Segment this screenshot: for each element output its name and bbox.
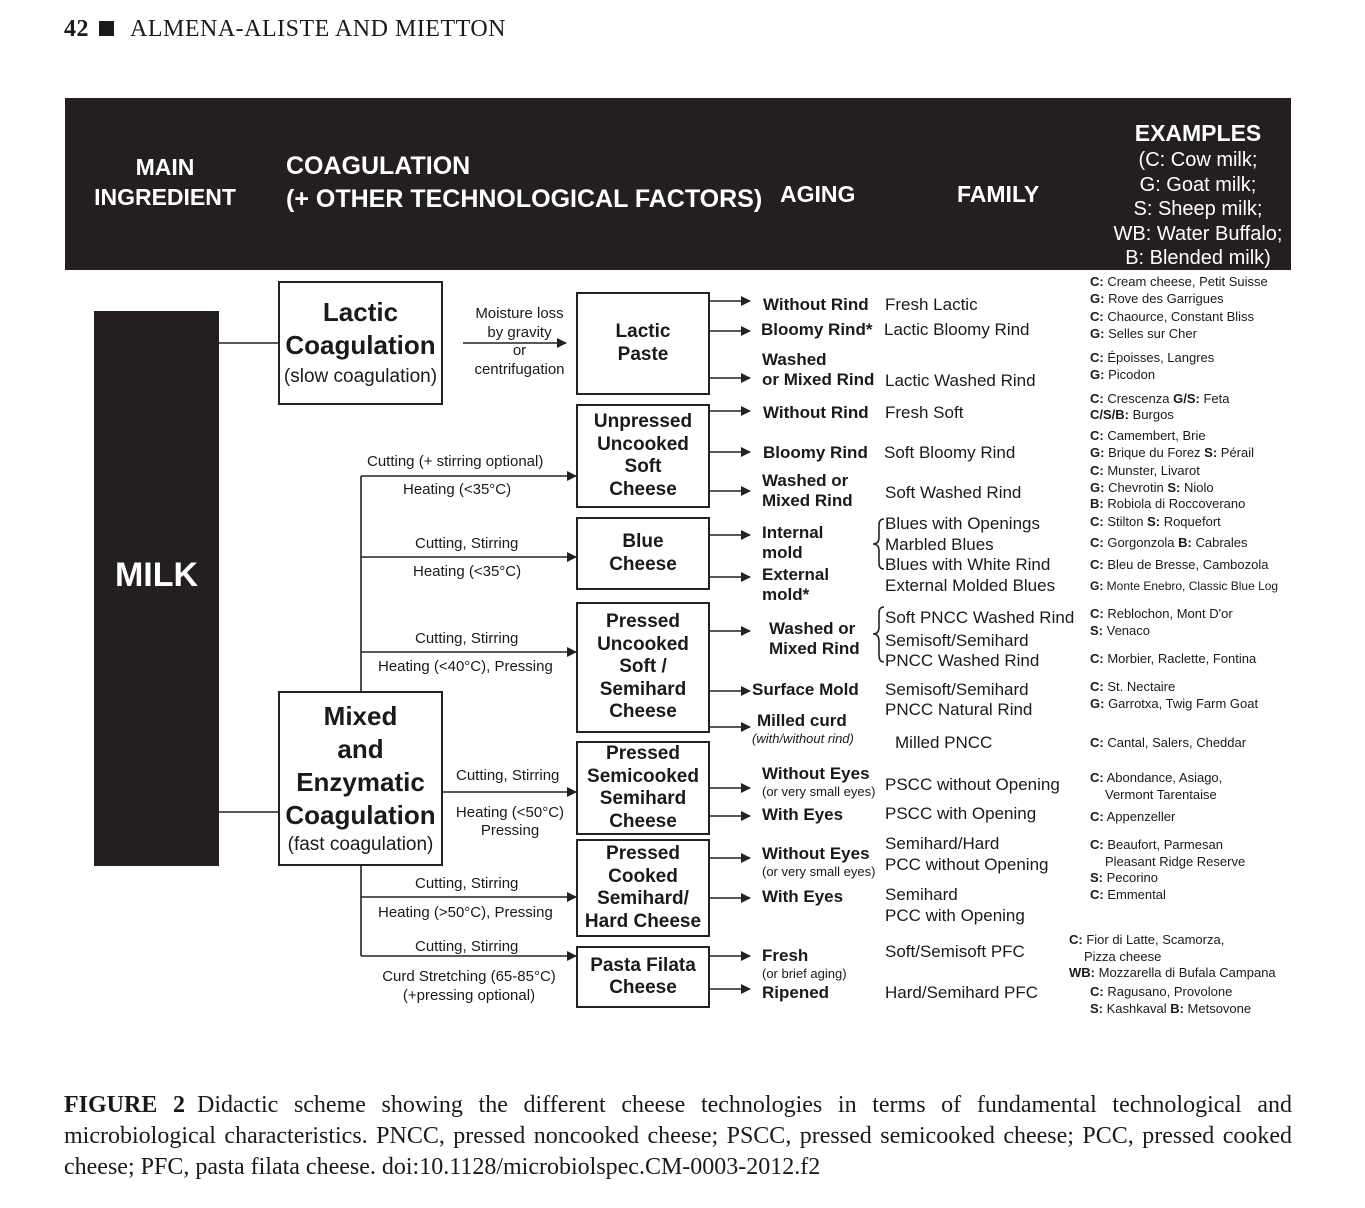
process-pcc-top: Cutting, Stirring bbox=[415, 875, 519, 892]
example-text: Pecorino bbox=[1103, 870, 1158, 885]
caption-label: FIGURE 2 bbox=[64, 1092, 185, 1118]
example-text: Venaco bbox=[1103, 622, 1150, 638]
header-family: FAMILY bbox=[957, 181, 1040, 207]
family-pscc-with: PSCC with Opening bbox=[885, 804, 1037, 823]
example-text: Fior di Latte, Scamorza, bbox=[1082, 932, 1225, 947]
milk-type-prefix: G: bbox=[1090, 325, 1105, 341]
process-soft-bottom: Heating (<35°C) bbox=[403, 481, 512, 498]
aging-pfc-ripened: Ripened bbox=[762, 983, 830, 1002]
milk-type-prefix: G: bbox=[1090, 695, 1105, 711]
family-lactic-washed: Lactic Washed Rind bbox=[885, 371, 1036, 390]
example-text: Camembert, Brie bbox=[1103, 428, 1206, 443]
aging-pscc-note: (or very small eyes) bbox=[762, 784, 876, 799]
examples-lactic-washed bbox=[1090, 350, 1214, 383]
example-line bbox=[1090, 809, 1175, 826]
example-text: Garrotxa, Twig Farm Goat bbox=[1104, 695, 1259, 711]
family-pncc-natural: PNCC Natural Rind bbox=[885, 700, 1033, 719]
family-fresh-soft: Fresh Soft bbox=[885, 403, 964, 422]
example-line bbox=[1090, 837, 1245, 854]
mixed-coag-title-4: Coagulation bbox=[285, 799, 436, 830]
milk-type-prefix: G: bbox=[1090, 290, 1105, 306]
mixed-coag-sub: (fast coagulation) bbox=[287, 833, 434, 855]
example-line bbox=[1090, 887, 1245, 904]
example-text: Roquefort bbox=[1160, 514, 1221, 529]
family-pncc-washed: PNCC Washed Rind bbox=[885, 651, 1040, 670]
milk-type-prefix: C/S/B: bbox=[1090, 407, 1129, 422]
examples-gorgonzola bbox=[1090, 535, 1248, 552]
aging-pncc-surface-mold: Surface Mold bbox=[752, 680, 859, 699]
examples-monte-enebro bbox=[1090, 578, 1278, 595]
process-blue-bottom: Heating (<35°C) bbox=[413, 563, 522, 580]
example-line bbox=[1090, 407, 1174, 424]
example-line bbox=[1090, 291, 1268, 308]
milk-type-prefix: C: bbox=[1090, 309, 1104, 324]
paste-box-pfc: Pasta Filata Cheese bbox=[576, 946, 710, 1008]
mixed-coagulation-box bbox=[278, 691, 443, 866]
family-lactic-bloomy: Lactic Bloomy Rind bbox=[884, 320, 1030, 339]
figure-caption bbox=[64, 1090, 1292, 1183]
examples-soft-washed bbox=[1090, 463, 1245, 513]
milk-type-prefix: C: bbox=[1090, 886, 1104, 902]
example-line bbox=[1090, 735, 1246, 752]
milk-type-prefix: C: bbox=[1090, 391, 1104, 406]
family-pcc-without: PCC without Opening bbox=[885, 855, 1049, 874]
example-text: Pizza cheese bbox=[1084, 948, 1162, 964]
mixed-coag-title-3: Enzymatic bbox=[296, 766, 425, 797]
example-line bbox=[1069, 965, 1276, 982]
family-hard-pfc: Hard/Semihard PFC bbox=[885, 983, 1039, 1002]
example-text: Pérail bbox=[1217, 444, 1255, 460]
family-semihard: Semihard bbox=[885, 885, 958, 904]
family-semihard-hard: Semihard/Hard bbox=[885, 834, 1000, 853]
example-line bbox=[1090, 514, 1221, 531]
example-line bbox=[1090, 350, 1214, 367]
examples-st-nectaire bbox=[1090, 679, 1258, 712]
paste-box-lactic: Lactic Paste bbox=[576, 292, 710, 395]
example-line bbox=[1069, 932, 1276, 949]
family-soft-pfc: Soft/Semisoft PFC bbox=[885, 942, 1025, 961]
aging-pncc-milled-curd: Milled curd bbox=[757, 711, 847, 730]
milk-type-prefix: C: bbox=[1090, 535, 1104, 550]
family-fresh-lactic: Fresh Lactic bbox=[885, 295, 978, 314]
milk-type-prefix: B: bbox=[1090, 496, 1104, 511]
example-text: Rove des Garrigues bbox=[1104, 290, 1224, 306]
example-line bbox=[1090, 787, 1222, 804]
milk-type-prefix: C: bbox=[1090, 837, 1104, 852]
example-line bbox=[1090, 309, 1254, 326]
milk-type-prefix: C: bbox=[1090, 679, 1104, 694]
aging-pfc-note: (or brief aging) bbox=[762, 966, 847, 981]
examples-beaufort bbox=[1090, 837, 1245, 903]
examples-soft-bloomy bbox=[1090, 428, 1254, 461]
process-pscc-bottom: Heating (<50°C) Pressing bbox=[455, 804, 565, 839]
process-pscc-top: Cutting, Stirring bbox=[456, 767, 560, 784]
process-blue-top: Cutting, Stirring bbox=[415, 535, 519, 552]
example-text: Robiola di Roccoverano bbox=[1103, 496, 1246, 511]
example-text: Époisses, Langres bbox=[1103, 350, 1215, 365]
milk-type-prefix: WB: bbox=[1069, 965, 1095, 980]
example-line bbox=[1090, 428, 1254, 445]
example-text: Crescenza bbox=[1103, 391, 1174, 406]
example-text: Emmental bbox=[1103, 886, 1166, 902]
example-line bbox=[1090, 274, 1268, 291]
example-text: Reblochon, Mont D'or bbox=[1103, 606, 1233, 621]
header-coagulation: COAGULATION (+ OTHER TECHNOLOGICAL FACTORS) bbox=[286, 152, 763, 213]
examples-fior-di-latte bbox=[1069, 932, 1276, 982]
example-line bbox=[1090, 984, 1251, 1001]
example-text: Cantal, Salers, Cheddar bbox=[1103, 735, 1247, 750]
example-text: Abondance, Asiago, bbox=[1103, 770, 1223, 785]
example-line bbox=[1090, 870, 1245, 887]
example-text: Munster, Livarot bbox=[1103, 463, 1200, 478]
aging-soft-without-rind: Without Rind bbox=[763, 403, 869, 422]
example-line bbox=[1090, 557, 1268, 574]
examples-bleu-bresse bbox=[1090, 557, 1268, 574]
milk-type-prefix: C: bbox=[1090, 984, 1104, 999]
aging-pncc-milled-note: (with/without rind) bbox=[752, 731, 854, 746]
example-text: Morbier, Raclette, Fontina bbox=[1103, 651, 1257, 666]
example-line bbox=[1090, 463, 1245, 480]
milk-type-prefix: C: bbox=[1090, 606, 1104, 621]
milk-type-prefix: G/S: bbox=[1173, 391, 1200, 406]
lactic-coag-title-1: Lactic bbox=[322, 297, 399, 327]
family-soft-washed: Soft Washed Rind bbox=[885, 483, 1022, 502]
milk-label: MILK bbox=[114, 556, 199, 594]
example-text: Cream cheese, Petit Suisse bbox=[1103, 274, 1268, 289]
aging-pfc-fresh: Fresh bbox=[762, 946, 809, 965]
example-text: Kashkaval bbox=[1103, 1000, 1171, 1016]
milk-type-prefix: C: bbox=[1090, 770, 1104, 785]
example-line bbox=[1069, 949, 1276, 966]
aging-pcc-note: (or very small eyes) bbox=[762, 864, 876, 879]
milk-type-prefix: B: bbox=[1170, 1000, 1184, 1016]
milk-type-prefix: C: bbox=[1090, 350, 1104, 365]
family-pscc-without: PSCC without Opening bbox=[885, 775, 1060, 794]
examples-abondance bbox=[1090, 770, 1222, 803]
examples-fresh-soft bbox=[1090, 391, 1229, 408]
milk-type-prefix: C: bbox=[1090, 514, 1104, 529]
family-milled-pncc: Milled PNCC bbox=[895, 733, 993, 752]
milk-type-prefix: C: bbox=[1090, 809, 1104, 824]
family-semisoft-2: Semisoft/Semihard bbox=[885, 680, 1029, 699]
milk-type-prefix: C: bbox=[1069, 932, 1083, 947]
milk-type-prefix: C: bbox=[1090, 428, 1104, 443]
milk-type-prefix: S: bbox=[1167, 479, 1181, 495]
mixed-coag-title-2: and bbox=[337, 733, 384, 764]
example-text: Selles sur Cher bbox=[1104, 325, 1197, 341]
milk-type-prefix: C: bbox=[1090, 651, 1104, 666]
lactic-coag-sub: (slow coagulation) bbox=[283, 366, 438, 387]
example-line bbox=[1090, 535, 1248, 552]
aging-pcc-without-eyes: Without Eyes bbox=[762, 844, 870, 863]
header-main-ingredient: MAIN INGREDIENT bbox=[94, 154, 236, 210]
aging-pscc-without-eyes: Without Eyes bbox=[762, 764, 870, 783]
milk-type-prefix: S: bbox=[1204, 444, 1218, 460]
mixed-coag-title-1: Mixed bbox=[323, 700, 398, 731]
process-pncc-top: Cutting, Stirring bbox=[415, 630, 519, 647]
example-text: Chevrotin bbox=[1104, 479, 1168, 495]
aging-blue-internal-mold: Internal mold bbox=[762, 523, 824, 562]
header-aging: AGING bbox=[780, 181, 856, 207]
aging-soft-bloomy-rind: Bloomy Rind bbox=[763, 443, 868, 462]
examples-cantal bbox=[1090, 735, 1246, 752]
example-text: Pleasant Ridge Reserve bbox=[1105, 853, 1246, 869]
paste-box-pscc: Pressed Semicooked Semihard Cheese bbox=[576, 741, 710, 835]
example-line bbox=[1090, 770, 1222, 787]
milk-type-prefix: G: bbox=[1090, 366, 1105, 382]
aging-lactic-bloomy-rind: Bloomy Rind* bbox=[761, 320, 873, 339]
example-text: Appenzeller bbox=[1103, 809, 1176, 824]
milk-type-prefix: B: bbox=[1178, 535, 1192, 550]
milk-type-prefix: C: bbox=[1090, 463, 1104, 478]
milk-type-prefix: C: bbox=[1090, 735, 1104, 750]
aging-blue-external-mold: External mold* bbox=[762, 565, 830, 604]
paste-box-blue: Blue Cheese bbox=[576, 517, 710, 590]
example-text: Monte Enebro, Classic Blue Log bbox=[1103, 579, 1279, 593]
milk-box bbox=[94, 311, 219, 866]
aging-soft-washed: Washed or Mixed Rind bbox=[762, 471, 853, 510]
example-line bbox=[1090, 679, 1258, 696]
aging-pncc-washed: Washed or Mixed Rind bbox=[769, 619, 860, 658]
examples-appenzeller bbox=[1090, 809, 1175, 826]
aging-pscc-with-eyes: With Eyes bbox=[762, 805, 844, 824]
process-pncc-bottom: Heating (<40°C), Pressing bbox=[378, 658, 553, 675]
lactic-coag-title-2: Coagulation bbox=[285, 330, 436, 360]
example-text: Bleu de Bresse, Cambozola bbox=[1103, 557, 1269, 572]
paste-box-soft: Unpressed Uncooked Soft Cheese bbox=[576, 404, 710, 508]
example-text: Niolo bbox=[1180, 479, 1214, 495]
example-line bbox=[1090, 367, 1214, 384]
example-text: Beaufort, Parmesan bbox=[1103, 837, 1223, 852]
example-line bbox=[1090, 1001, 1251, 1018]
example-line bbox=[1090, 445, 1254, 462]
examples-lactic-bloomy bbox=[1090, 309, 1254, 342]
milk-type-prefix: G: bbox=[1090, 479, 1105, 495]
milk-type-prefix: S: bbox=[1147, 514, 1161, 529]
examples-fresh-lactic bbox=[1090, 274, 1268, 307]
example-text: Gorgonzola bbox=[1103, 535, 1179, 550]
example-text: Metsovone bbox=[1183, 1000, 1252, 1016]
example-line bbox=[1090, 326, 1254, 343]
aging-lactic-without-rind: Without Rind bbox=[763, 295, 869, 314]
paste-box-pcc: Pressed Cooked Semihard/ Hard Cheese bbox=[576, 839, 710, 937]
example-text: St. Nectaire bbox=[1103, 679, 1176, 694]
process-pfc-bottom: Curd Stretching (65-85°C) (+pressing optional) bbox=[382, 968, 556, 1004]
examples-ragusano bbox=[1090, 984, 1251, 1017]
milk-type-prefix: S: bbox=[1090, 622, 1103, 638]
example-line bbox=[1090, 651, 1256, 668]
running-head-authors: ALMENA-ALISTE AND MIETTON bbox=[130, 16, 507, 42]
example-line bbox=[1090, 696, 1258, 713]
milk-type-prefix: G: bbox=[1090, 579, 1104, 593]
family-marbled-blues: Marbled Blues bbox=[885, 535, 994, 554]
example-line bbox=[1090, 391, 1229, 408]
page-number: 42 bbox=[64, 16, 89, 42]
example-text: Brique du Forez bbox=[1104, 444, 1205, 460]
examples-reblochon bbox=[1090, 606, 1233, 639]
milk-type-prefix: S: bbox=[1090, 1000, 1103, 1016]
example-line bbox=[1090, 854, 1245, 871]
example-text: Feta bbox=[1199, 391, 1230, 406]
example-line bbox=[1090, 623, 1233, 640]
family-pcc-with: PCC with Opening bbox=[885, 906, 1025, 925]
example-text: Picodon bbox=[1104, 366, 1156, 382]
milk-type-prefix: G: bbox=[1090, 444, 1105, 460]
family-semisoft-1: Semisoft/Semihard bbox=[885, 631, 1029, 650]
example-text: Stilton bbox=[1103, 514, 1148, 529]
milk-type-prefix: S: bbox=[1090, 870, 1103, 885]
lactic-coagulation-box bbox=[278, 281, 443, 405]
process-pfc-top: Cutting, Stirring bbox=[415, 938, 519, 955]
example-text: Chaource, Constant Bliss bbox=[1103, 309, 1255, 324]
header-examples: EXAMPLES (C: Cow milk; G: Goat milk; S: Sheep milk; WB: Water Buffalo; B: Blended milk) bbox=[1113, 120, 1283, 269]
example-line bbox=[1090, 496, 1245, 513]
paste-box-pncc: Pressed Uncooked Soft / Semihard Cheese bbox=[576, 602, 710, 733]
example-line bbox=[1090, 606, 1233, 623]
family-soft-bloomy: Soft Bloomy Rind bbox=[884, 443, 1016, 462]
examples-morbier bbox=[1090, 651, 1256, 668]
caption-text: Didactic scheme showing the different cheese technologies in terms of fundamental technological and microbiological characteristics. PNCC, pressed noncooked cheese; PSCC, pressed semicooked cheese; PCC, pressed cooked cheese; PFC, pasta filata cheese. doi:10.1128/microbiolspec.CM-0003-2012.f2 bbox=[64, 1092, 1293, 1180]
examples-stilton bbox=[1090, 514, 1221, 531]
family-external-molded-blues: External Molded Blues bbox=[885, 576, 1056, 595]
milk-type-prefix: C: bbox=[1090, 274, 1104, 289]
example-line bbox=[1090, 480, 1245, 497]
aging-lactic-washed: Washed or Mixed Rind bbox=[762, 350, 875, 389]
milk-type-prefix: C: bbox=[1090, 557, 1104, 572]
aging-pcc-with-eyes: With Eyes bbox=[762, 887, 844, 906]
example-text: Cabrales bbox=[1191, 535, 1248, 550]
example-text: Vermont Tarentaise bbox=[1105, 786, 1217, 802]
process-soft-top: Cutting (+ stirring optional) bbox=[367, 453, 544, 470]
example-text: Mozzarella di Bufala Campana bbox=[1095, 965, 1276, 980]
example-text: Burgos bbox=[1129, 407, 1174, 422]
example-text: Ragusano, Provolone bbox=[1103, 984, 1233, 999]
family-blues-white-rind: Blues with White Rind bbox=[885, 555, 1051, 574]
process-lactic: Moisture loss by gravity or centrifugation bbox=[474, 305, 565, 378]
process-pcc-bottom: Heating (>50°C), Pressing bbox=[378, 904, 553, 921]
examples-fresh-soft-2 bbox=[1090, 407, 1174, 424]
family-soft-pncc-washed: Soft PNCC Washed Rind bbox=[885, 608, 1075, 627]
family-blues-openings: Blues with Openings bbox=[885, 514, 1040, 533]
example-line bbox=[1090, 578, 1278, 595]
